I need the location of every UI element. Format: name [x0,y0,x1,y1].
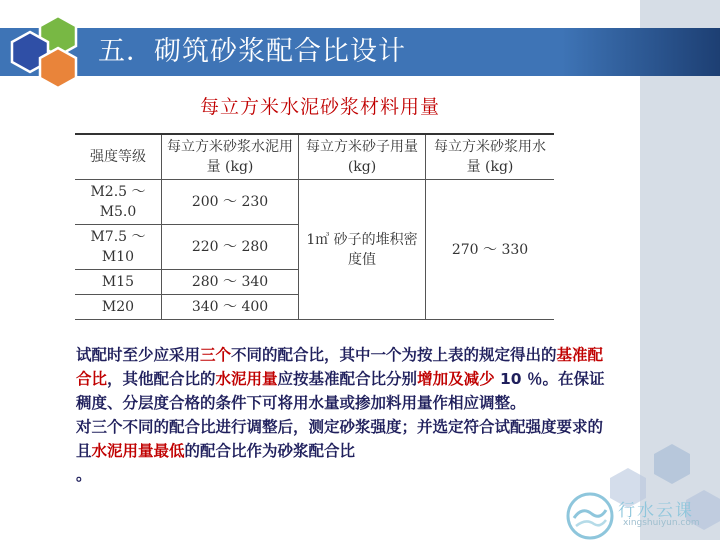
grade-cell: M2.5 ～ M5.0 [75,180,162,225]
grade-cell: M7.5 ～ M10 [75,225,162,270]
highlight-text: 水泥用量最低 [91,442,185,460]
table-row [75,180,554,225]
paragraph-text: 应按基准配合比分别 [277,370,418,388]
header-sand: 每立方米砂子用量 (kg) [299,134,426,180]
watermark-url: xingshuiyun.com [623,518,700,528]
paragraph-text: 10 ％。在保证稠度、分层度合格的条件下可将用水量或掺加料用量作相应调整。 [76,370,605,412]
highlight-text: 水泥用量 [215,370,278,388]
page-title: 五．砌筑砂浆配合比设计 [98,36,406,67]
mortar-mix-table [75,133,554,320]
grade-cell: M15 [75,270,162,295]
paragraph-text: 试配时至少应采用 [76,346,201,364]
table-title: 每立方米水泥砂浆材料用量 [199,96,440,118]
header-water: 每立方米砂浆用水量 (kg) [426,134,555,180]
cement-cell: 280 ～ 340 [162,270,299,295]
hexagon-logo-icon [0,0,100,90]
header-cement: 每立方米砂浆水泥用量 (kg) [162,134,299,180]
explanation-paragraph [76,343,616,487]
header-grade: 强度等级 [75,134,162,180]
cement-cell: 200 ～ 230 [162,180,299,225]
cement-cell: 340 ～ 400 [162,295,299,320]
paragraph-text: 。 [76,466,92,484]
watermark-text: 行水云课 [618,501,694,521]
cement-cell: 220 ～ 280 [162,225,299,270]
highlight-text: 三个 [200,346,232,364]
paragraph-text: 对三个不同的配合比进行调整后，测定砂浆强度；并选定符合试配强度要求的且 [76,418,604,460]
sand-merged-cell: 1㎥ 砂子的堆积密度值 [299,180,426,320]
water-merged-cell: 270 ～ 330 [426,180,555,320]
grade-cell: M20 [75,295,162,320]
paragraph-text: 不同的配合比，其中一个为按上表的规定得出的 [231,346,557,364]
paragraph-text: 的配合比作为砂浆配合比 [184,442,356,460]
paragraph-text: ，其他配合比的 [107,370,216,388]
watermark-logo-icon [560,488,616,540]
highlight-text: 基准配合比 [76,346,604,388]
table-header-row [75,134,554,180]
highlight-text: 增加及减少 [417,370,495,388]
